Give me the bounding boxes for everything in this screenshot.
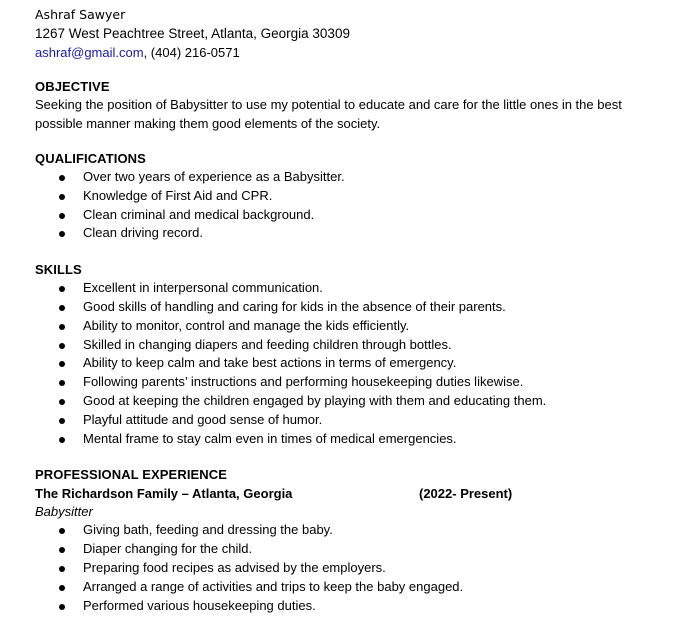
spacer xyxy=(35,62,675,78)
list-item: Ability to keep calm and take best actions in terms of emergency. xyxy=(35,354,675,373)
bullet-icon xyxy=(59,418,65,424)
bullet-icon xyxy=(59,361,65,367)
bullet-icon xyxy=(59,213,65,219)
bullet-icon xyxy=(59,399,65,405)
contact-block xyxy=(35,6,675,62)
spacer xyxy=(35,243,675,261)
job-dates: (2022- Present) xyxy=(419,486,513,502)
job-header xyxy=(35,484,675,503)
experience-section xyxy=(35,466,675,615)
list-item: Following parents’ instructions and performing housekeeping duties likewise. xyxy=(35,373,675,392)
job-employer: The Richardson Family – Atlanta, Georgia xyxy=(35,486,293,502)
objective-text-line-2: possible manner making them good elements of the society. xyxy=(35,115,381,131)
bullet-icon xyxy=(59,566,65,572)
address: 1267 West Peachtree Street, Atlanta, Georgia 30309 xyxy=(35,26,350,41)
bullet-icon xyxy=(59,231,65,237)
list-item: Over two years of experience as a Babysitter. xyxy=(35,168,675,187)
bullet-icon xyxy=(59,305,65,311)
contact-line xyxy=(35,43,675,62)
bullet-icon xyxy=(59,585,65,591)
skills-list xyxy=(35,279,675,448)
bullet-icon xyxy=(59,194,65,200)
list-item: Giving bath, feeding and dressing the baby. xyxy=(35,521,675,540)
job-duties-list xyxy=(35,521,675,615)
list-item: Excellent in interpersonal communication. xyxy=(35,279,675,298)
list-item: Skilled in changing diapers and feeding children through bottles. xyxy=(35,336,675,355)
resume-document xyxy=(35,6,675,615)
list-item: Good skills of handling and caring for kids in the absence of their parents. xyxy=(35,298,675,317)
skills-section xyxy=(35,261,675,448)
bullet-icon xyxy=(59,528,65,534)
experience-heading: PROFESSIONAL EXPERIENCE xyxy=(35,467,228,483)
list-item: Good at keeping the children engaged by playing with them and educating them. xyxy=(35,392,675,411)
list-item: Playful attitude and good sense of humor. xyxy=(35,411,675,430)
list-item: Ability to monitor, control and manage the kids efficiently. xyxy=(35,317,675,336)
qualifications-section xyxy=(35,150,675,243)
job-role: Babysitter xyxy=(35,504,93,520)
bullet-icon xyxy=(59,547,65,553)
skills-heading: SKILLS xyxy=(35,262,82,278)
applicant-name: Ashraf Sawyer xyxy=(35,7,126,22)
list-item: Knowledge of First Aid and CPR. xyxy=(35,187,675,206)
bullet-icon xyxy=(59,324,65,330)
list-item: Arranged a range of activities and trips to keep the baby engaged. xyxy=(35,578,675,597)
objective-section xyxy=(35,78,675,133)
list-item: Mental frame to stay calm even in times of medical emergencies. xyxy=(35,430,675,449)
objective-text-line-1: Seeking the position of Babysitter to use my potential to educate and care for the little ones in the best xyxy=(35,97,622,112)
bullet-icon xyxy=(59,286,65,292)
bullet-icon xyxy=(59,175,65,181)
list-item: Clean driving record. xyxy=(35,224,675,243)
bullet-icon xyxy=(59,380,65,386)
list-item: Diaper changing for the child. xyxy=(35,540,675,559)
bullet-icon xyxy=(59,604,65,610)
bullet-icon xyxy=(59,437,65,443)
email-link[interactable]: ashraf@gmail.com xyxy=(35,45,144,60)
qualifications-heading: QUALIFICATIONS xyxy=(35,151,146,166)
phone: , (404) 216-0571 xyxy=(143,45,240,60)
objective-heading: OBJECTIVE xyxy=(35,79,110,94)
list-item: Performed various housekeeping duties. xyxy=(35,597,675,616)
bullet-icon xyxy=(59,343,65,349)
qualifications-list xyxy=(35,168,675,243)
spacer xyxy=(35,448,675,466)
list-item: Clean criminal and medical background. xyxy=(35,206,675,225)
spacer xyxy=(35,133,675,150)
list-item: Preparing food recipes as advised by the employers. xyxy=(35,559,675,578)
